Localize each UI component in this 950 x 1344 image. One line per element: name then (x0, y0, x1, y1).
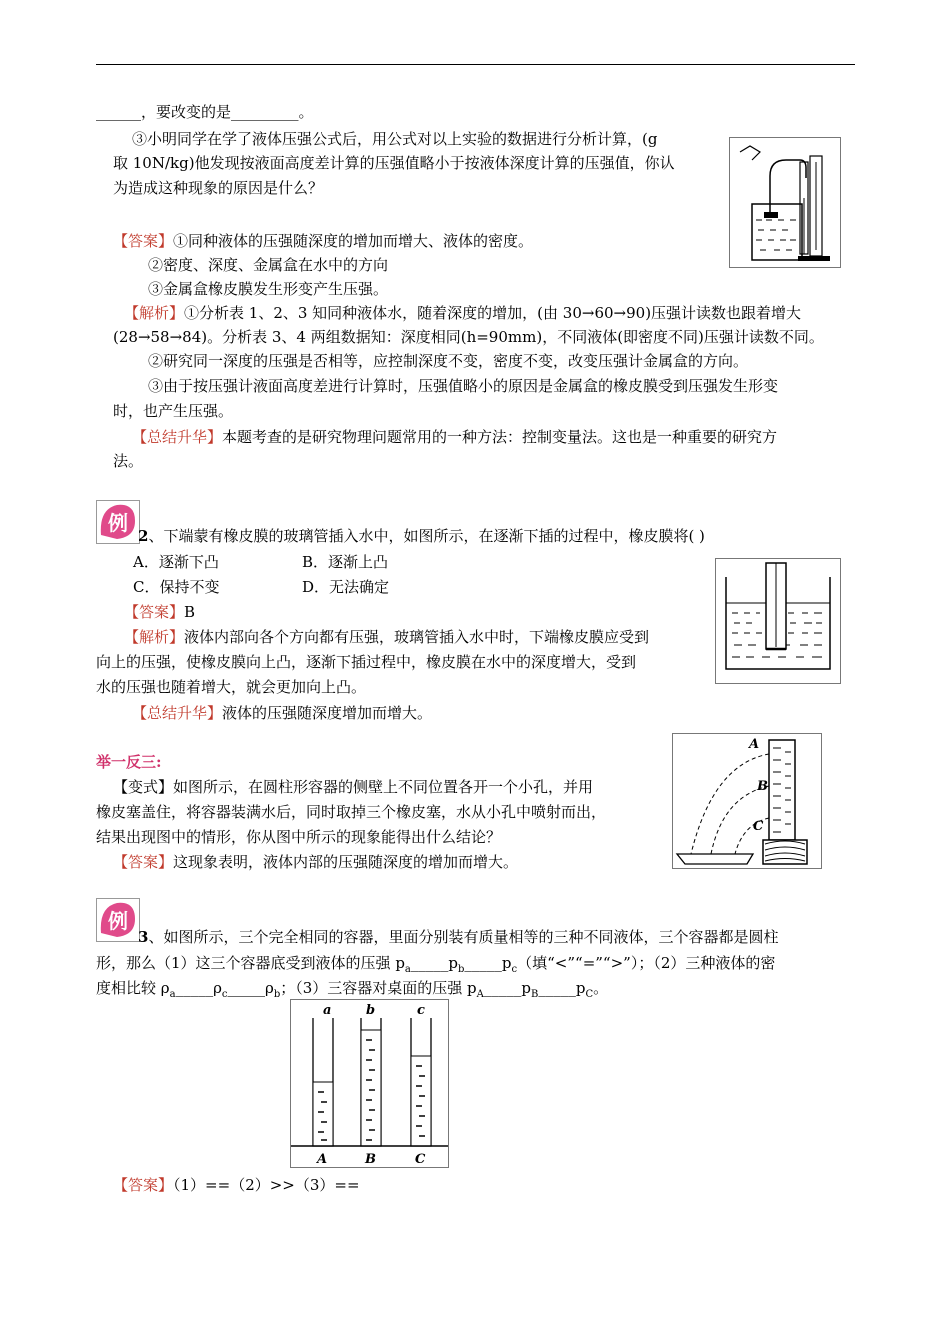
variant-line: 【变式】如图所示，在圆柱形容器的侧壁上不同位置各开一个小孔，并用 (113, 778, 594, 796)
header-rule (96, 64, 855, 65)
option-a: A．逐渐下凸 (133, 553, 219, 571)
analysis-line: (28→58→84)。分析表 3、4 两组数据知：深度相同(h=90mm)，不同液体(即密度不同)压强计读数不同。 (113, 328, 824, 346)
analysis-line: 【解析】液体内部向各个方向都有压强，玻璃管插入水中时，下端橡皮膜应受到 (124, 628, 650, 646)
question-3-line: 度相比较 $\rho_a\_\_\_\_\_\rho_c\_\_\_\_\_\rho_b$；（3）三容器对桌面的压强 $p_A\_\_\_\_\_p_B\_\_\_\_\_p_C$。 (96, 979, 609, 1000)
svg-text:B: B (365, 1152, 376, 1167)
summary-line: 【总结升华】本题考查的是研究物理问题常用的一种方法：控制变量法。这也是一种重要的研究方 (132, 428, 778, 446)
example-badge (96, 898, 140, 942)
pressure-gauge-figure (729, 137, 841, 268)
question-3-line: 形，那么（1）这三个容器底受到液体的压强 $p_a\_\_\_\_\_p_b\_\_\_\_\_p_c$（填“<”“=”“>”）；（2）三种液体的密 (96, 954, 776, 975)
svg-text:C: C (753, 819, 764, 834)
option-c: C．保持不变 (133, 578, 220, 596)
svg-text:c: c (417, 1003, 425, 1018)
answer-line: ③金属盒橡皮膜发生形变产生压强。 (148, 280, 389, 298)
answer-line: 【答案】B (124, 603, 196, 621)
svg-text:B: B (757, 779, 768, 794)
analysis-line: 向上的压强，使橡皮膜向上凸，逐渐下插过程中，橡皮膜在水中的深度增大，受到 (96, 653, 637, 671)
variant-line: 橡皮塞盖住，将容器装满水后，同时取掉三个橡皮塞，水从小孔中喷射而出， (96, 803, 607, 821)
tube-in-water-figure (715, 558, 841, 684)
svg-text:a: a (323, 1003, 332, 1018)
variant-line: 结果出现图中的情形，你从图中所示的现象能得出什么结论？ (96, 828, 502, 846)
spray-container-figure (672, 733, 822, 869)
analysis-line: ②研究同一深度的压强是否相等，应控制深度不变，密度不变，改变压强计金属盒的方向。 (148, 352, 749, 370)
section-heading: 举一反三: (96, 753, 162, 771)
answer-line: 【答案】这现象表明，液体内部的压强随深度的增加而增大。 (113, 853, 519, 871)
svg-text:b: b (366, 1003, 376, 1018)
svg-text:C: C (415, 1152, 426, 1167)
analysis-line: 水的压强也随着增大，就会更加向上凸。 (96, 678, 367, 696)
option-d: D．无法确定 (302, 578, 390, 596)
answer-line: 【答案】①同种液体的压强随深度的增加而增大、液体的密度。 (113, 232, 534, 250)
question-2: 2、下端蒙有橡皮膜的玻璃管插入水中，如图所示，在逐渐下插的过程中，橡皮膜将( ) (138, 527, 705, 545)
svg-text:A: A (749, 737, 760, 752)
three-containers-figure (290, 999, 449, 1168)
text-line: 取 10N/kg)他发现按液面高度差计算的压强值略小于按液体深度计算的压强值，你认 (113, 154, 675, 172)
text-line: ③小明同学在学了液体压强公式后，用公式对以上实验的数据进行分析计算，(g (132, 130, 658, 148)
answer-line: 【答案】（1）==（2）>>（3）== (113, 1176, 360, 1194)
example-badge (96, 500, 140, 544)
question-3: 3、如图所示，三个完全相同的容器，里面分别装有质量相等的三种不同液体，三个容器都是圆柱 (138, 928, 779, 946)
analysis-line: 时，也产生压强。 (113, 402, 234, 420)
text-line: ______，要改变的是_________。 (96, 103, 314, 121)
svg-text:例: 例 (108, 511, 128, 535)
svg-text:A: A (317, 1152, 328, 1167)
summary-line: 【总结升华】液体的压强随深度增加而增大。 (132, 704, 433, 722)
answer-line: ②密度、深度、金属盒在水中的方向 (148, 256, 389, 274)
text-line: 为造成这种现象的原因是什么？ (113, 179, 324, 197)
svg-text:例: 例 (108, 909, 128, 933)
analysis-line: ③由于按压强计液面高度差进行计算时，压强值略小的原因是金属盒的橡皮膜受到压强发生形变 (148, 377, 779, 395)
analysis-line: 【解析】①分析表 1、2、3 知同种液体水，随着深度的增加，(由 30→60→90)压强计读数也跟着增大 (124, 304, 802, 322)
option-b: B．逐渐上凸 (302, 553, 389, 571)
summary-line: 法。 (113, 452, 144, 470)
